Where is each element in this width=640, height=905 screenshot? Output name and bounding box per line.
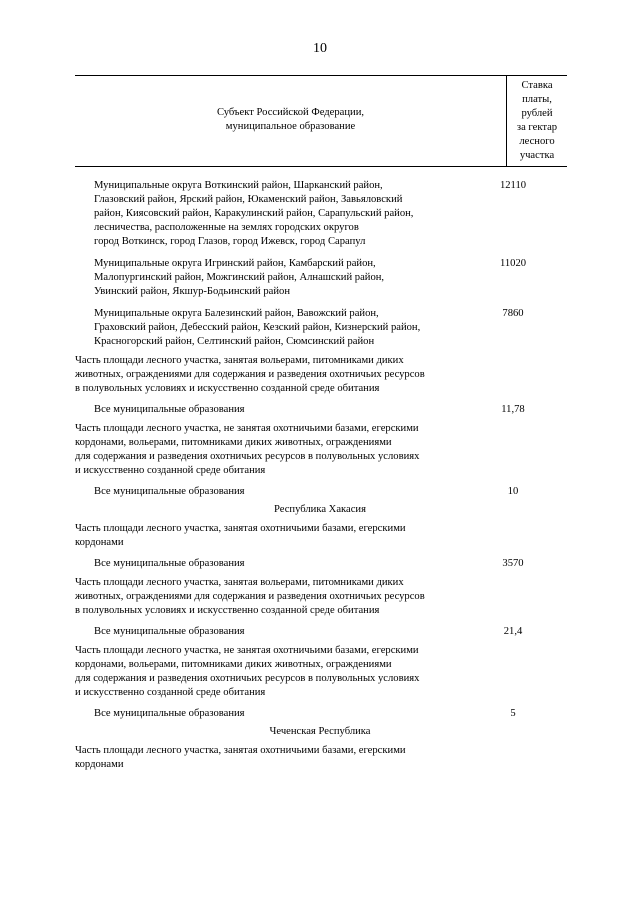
row-text — [94, 257, 494, 299]
text-line: кордонами, вольерами, питомниками диких животных, ограждениями — [75, 437, 392, 448]
header-subject-column — [75, 106, 506, 134]
header-rate-line: лесного — [519, 136, 555, 147]
section-description — [0, 354, 640, 396]
table-row — [0, 485, 640, 499]
row-text — [75, 522, 495, 550]
row-text — [94, 179, 494, 249]
row-text — [94, 307, 494, 349]
text-line: Глазовский район, Ярский район, Юкаменский район, Завьяловский — [94, 194, 403, 205]
text-line: Чеченская Республика — [269, 726, 371, 737]
rate-value: 12110 — [499, 180, 527, 191]
text-line: и искусственно созданной среде обитания — [75, 687, 266, 698]
row-text — [75, 644, 495, 700]
table-row — [0, 707, 640, 721]
text-line: Муниципальные округа Игринский район, Камбарский район, — [94, 258, 376, 269]
text-line: для содержания и разведения охотничьих ресурсов в полувольных условиях — [75, 673, 420, 684]
rate-value: 3570 — [502, 558, 524, 569]
rate-value: 10 — [507, 486, 519, 497]
text-line: Красногорский район, Селтинский район, Сюмсинский район — [94, 336, 375, 347]
text-line: кордонами — [75, 759, 124, 770]
text-line: Муниципальные округа Балезинский район, Вавожский район, — [94, 308, 379, 319]
text-line: Часть площади лесного участка, не занятая охотничьими базами, егерскими — [75, 423, 419, 434]
text-line: Часть площади лесного участка, занятая вольерами, питомниками диких — [75, 577, 404, 588]
header-rate-line: за гектар — [516, 122, 558, 133]
section-description — [0, 522, 640, 550]
region-name — [0, 725, 640, 739]
row-text — [94, 485, 494, 499]
text-line: Граховский район, Дебесский район, Кезский район, Кизнерский район, — [94, 322, 421, 333]
table-row — [0, 625, 640, 639]
row-text — [75, 576, 495, 618]
region-heading — [0, 725, 640, 739]
text-line: Все муниципальные образования — [94, 558, 245, 569]
table-row — [0, 257, 640, 299]
table-row — [0, 403, 640, 417]
text-line: лесничества, расположенные на землях городских округов — [94, 222, 359, 233]
text-line: кордонами, вольерами, питомниками диких животных, ограждениями — [75, 659, 392, 670]
table-row — [0, 179, 640, 249]
text-line: Увинский район, Якшур-Бодьинский район — [94, 286, 291, 297]
text-line: животных, ограждениями для содержания и разведения охотничьих ресурсов — [75, 591, 425, 602]
text-line: Часть площади лесного участка, занятая охотничьими базами, егерскими — [75, 745, 406, 756]
text-line: Все муниципальные образования — [94, 404, 245, 415]
row-text — [75, 422, 495, 478]
text-line: в полувольных условиях и искусственно созданной среде обитания — [75, 383, 380, 394]
region-heading — [0, 503, 640, 517]
page-number: 10 — [313, 41, 327, 56]
text-line: город Воткинск, город Глазов, город Ижевск, город Сарапул — [94, 236, 366, 247]
table-header-top-rule — [75, 75, 567, 76]
section-description — [0, 744, 640, 772]
header-rate-line: участка — [519, 150, 555, 161]
row-text — [94, 557, 494, 571]
table-row — [0, 557, 640, 571]
text-line: и искусственно созданной среде обитания — [75, 465, 266, 476]
rate-value: 11,78 — [501, 404, 525, 415]
rate-value: 7860 — [502, 308, 524, 319]
header-rate-line: Ставка — [521, 80, 553, 91]
header-rate-line: платы, — [522, 94, 552, 105]
text-line: Муниципальные округа Воткинский район, Шарканский район, — [94, 180, 383, 191]
header-rate-line: рублей — [521, 108, 553, 119]
rate-value: 11020 — [499, 258, 527, 269]
text-line: Часть площади лесного участка, занятая охотничьими базами, егерскими — [75, 523, 406, 534]
rate-value: 5 — [510, 708, 516, 719]
row-text — [94, 403, 494, 417]
region-name — [0, 503, 640, 517]
section-description — [0, 576, 640, 618]
table-row — [0, 307, 640, 349]
table-header-bottom-rule — [75, 166, 567, 167]
text-line: Все муниципальные образования — [94, 486, 245, 497]
table-body — [0, 179, 640, 772]
text-line: кордонами — [75, 537, 124, 548]
text-line: Часть площади лесного участка, занятая вольерами, питомниками диких — [75, 355, 404, 366]
header-rate-column — [507, 79, 567, 163]
row-text — [94, 707, 494, 721]
text-line: Все муниципальные образования — [94, 708, 245, 719]
text-line: животных, ограждениями для содержания и разведения охотничьих ресурсов — [75, 369, 425, 380]
text-line: для содержания и разведения охотничьих ресурсов в полувольных условиях — [75, 451, 420, 462]
section-description — [0, 644, 640, 700]
text-line: Все муниципальные образования — [94, 626, 245, 637]
text-line: в полувольных условиях и искусственно созданной среде обитания — [75, 605, 380, 616]
row-text — [75, 744, 495, 772]
text-line: район, Киясовский район, Каракулинский район, Сарапульский район, — [94, 208, 414, 219]
row-text — [94, 625, 494, 639]
header-subject-line: муниципальное образование — [225, 121, 356, 132]
header-subject-line: Субъект Российской Федерации, — [216, 107, 365, 118]
text-line: Республика Хакасия — [274, 504, 366, 515]
row-text — [75, 354, 495, 396]
rate-value: 21,4 — [503, 626, 523, 637]
text-line: Малопургинский район, Можгинский район, Алнашский район, — [94, 272, 385, 283]
section-description — [0, 422, 640, 478]
text-line: Часть площади лесного участка, не занятая охотничьими базами, егерскими — [75, 645, 419, 656]
